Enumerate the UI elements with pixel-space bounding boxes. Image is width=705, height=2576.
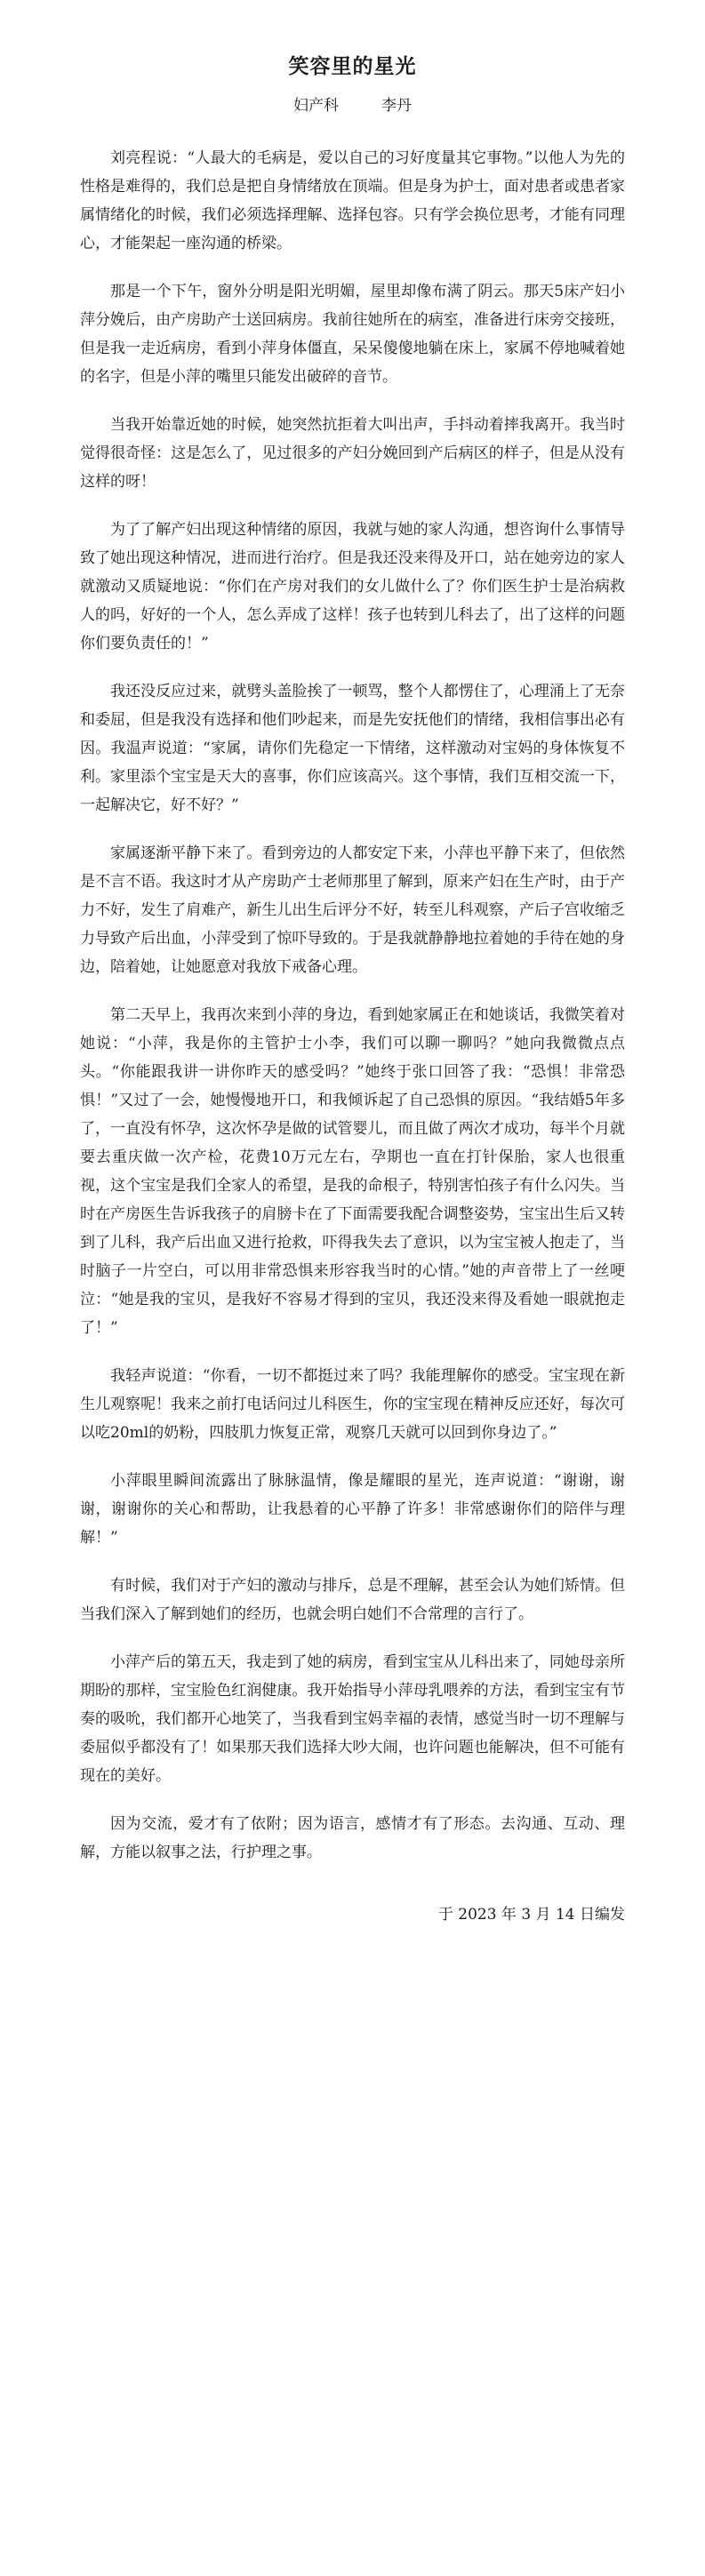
paragraph: 刘亮程说：“人最大的毛病是，爱以自己的习好度量其它事物。”以他人为先的性格是难得的，我们总是把自身情绪放在顶端。但是身为护士，面对患者或患者家属情绪化的时候，我们必须选择理解、选择包容。只有学会换位思考，才能有同理心，才能架起一座沟通的桥梁。 — [80, 149, 625, 252]
paragraph: 有时候，我们对于产妇的激动与排斥，总是不理解，甚至会认为她们矫情。但当我们深入了解到她们的经历，也就会明白她们不合常理的言行了。 — [80, 1577, 625, 1623]
paragraph: 第二天早上，我再次来到小萍的身边，看到她家属正在和她谈话，我微笑着对她说：“小萍，我是你的主管护士小李，我们可以聊一聊吗？”她向我微微点点头。“你能跟我讲一讲你昨天的感受吗？”她终于张口回答了我：“恐惧！非常恐惧！”又过了一会，她慢慢地开口，和我倾诉起了自己恐惧的原因。“我结婚5年多了，一直没有怀孕，这次怀孕是做的试管婴儿，而且做了两次才成功，每半个月就要去重庆做一次产检，花费10万元左右，孕期也一直在打针保胎，家人也很重视，这个宝宝是我们全家人的希望，是我的命根子，特别害怕孩子有什么闪失。当时在产房医生告诉我孩子的肩膀卡在了下面需要我配合调整姿势，宝宝出生后又转到了儿科，我产后出血又进行抢救，吓得我失去了意识，以为宝宝被人抱走了，当时脑子一片空白，可以用非常恐惧来形容我当时的心情。”她的声音带上了一丝哽泣：“她是我的宝贝，是我好不容易才得到的宝贝，我还没来得及看她一眼就抱走了！” — [80, 1006, 625, 1337]
author-name: 李丹 — [381, 97, 412, 115]
paragraph: 当我开始靠近她的时候，她突然抗拒着大叫出声，手抖动着摔我离开。我当时觉得很奇怪：这是怎么了，见过很多的产妇分娩回到产后病区的样子，但是从没有这样的呀！ — [80, 416, 625, 491]
paragraph: 我轻声说道：“你看，一切不都挺过来了吗？我能理解你的感受。宝宝现在新生儿观察呢！我来之前打电话问过儿科医生，你的宝宝现在精神反应还好，每次可以吃20ml的奶粉，四肢肌力恢复正常，观察几天就可以回到你身边了。” — [80, 1367, 625, 1442]
paragraph: 因为交流，爱才有了依附；因为语言，感情才有了形态。去沟通、互动、理解，方能以叙事之法，行护理之事。 — [80, 1815, 625, 1861]
paragraph: 我还没反应过来，就劈头盖脸挨了一顿骂，整个人都愣住了，心理涌上了无奈和委屈，但是我没有选择和他们吵起来，而是先安抚他们的情绪，我相信事出必有因。我温声说道：“家属，请你们先稳定一下情绪，这样激动对宝妈的身体恢复不利。家里添个宝宝是天大的喜事，你们应该高兴。这个事情，我们互相交流一下，一起解决它，好不好？” — [80, 683, 625, 814]
publish-date: 于 2023 年 3 月 14 日编发 — [437, 1906, 625, 1924]
byline — [80, 94, 625, 117]
paragraph: 家属逐渐平静下来了。看到旁边的人都安定下来，小萍也平静下来了，但依然是不言不语。我这时才从产房助产士老师那里了解到，原来产妇在生产时，由于产力不好，发生了肩难产，新生儿出生后评分不好，转至儿科观察，产后子宫收缩乏力导致产后出血，小萍受到了惊吓导致的。于是我就静静地拉着她的手待在她的身边，陪着她，让她愿意对我放下戒备心理。 — [80, 844, 625, 976]
article-body — [80, 144, 625, 1867]
paragraph: 小萍眼里瞬间流露出了脉脉温情，像是耀眼的星光，连声说道：“谢谢，谢谢，谢谢你的关心和帮助，让我悬着的心平静了许多！非常感谢你们的陪伴与理解！” — [80, 1472, 625, 1547]
paragraph: 为了了解产妇出现这种情绪的原因，我就与她的家人沟通，想咨询什么事情导致了她出现这种情况，进而进行治疗。但是我还没来得及开口，站在她旁边的家人就激动又质疑地说：“你们在产房对我们的女儿做什么了？你们医生护士是治病救人的吗，好好的一个人，怎么弄成了这样！孩子也转到儿科去了，出了这样的问题你们要负责任的！” — [80, 521, 625, 652]
paragraph: 那是一个下午，窗外分明是阳光明媚，屋里却像布满了阴云。那天5床产妇小萍分娩后，由产房助产士送回病房。我前往她所在的病室，准备进行床旁交接班，但是我一走近病房，看到小萍身体僵直，呆呆傻傻地躺在床上，家属不停地喊着她的名字，但是小萍的嘴里只能发出破碎的音节。 — [80, 283, 625, 386]
paragraph: 小萍产后的第五天，我走到了她的病房，看到宝宝从儿科出来了，同她母亲所期盼的那样，宝宝脸色红润健康。我开始指导小萍母乳喂养的方法，看到宝宝有节奏的吸吮，我们都开心地笑了，当我看到宝妈幸福的表情，感觉当时一切不理解与委屈似乎都没有了！如果那天我们选择大吵大闹，也许问题也能解决，但不可能有现在的美好。 — [80, 1653, 625, 1785]
department-label: 妇产科 — [293, 97, 339, 115]
article-title: 笑容里的星光 — [288, 55, 417, 78]
